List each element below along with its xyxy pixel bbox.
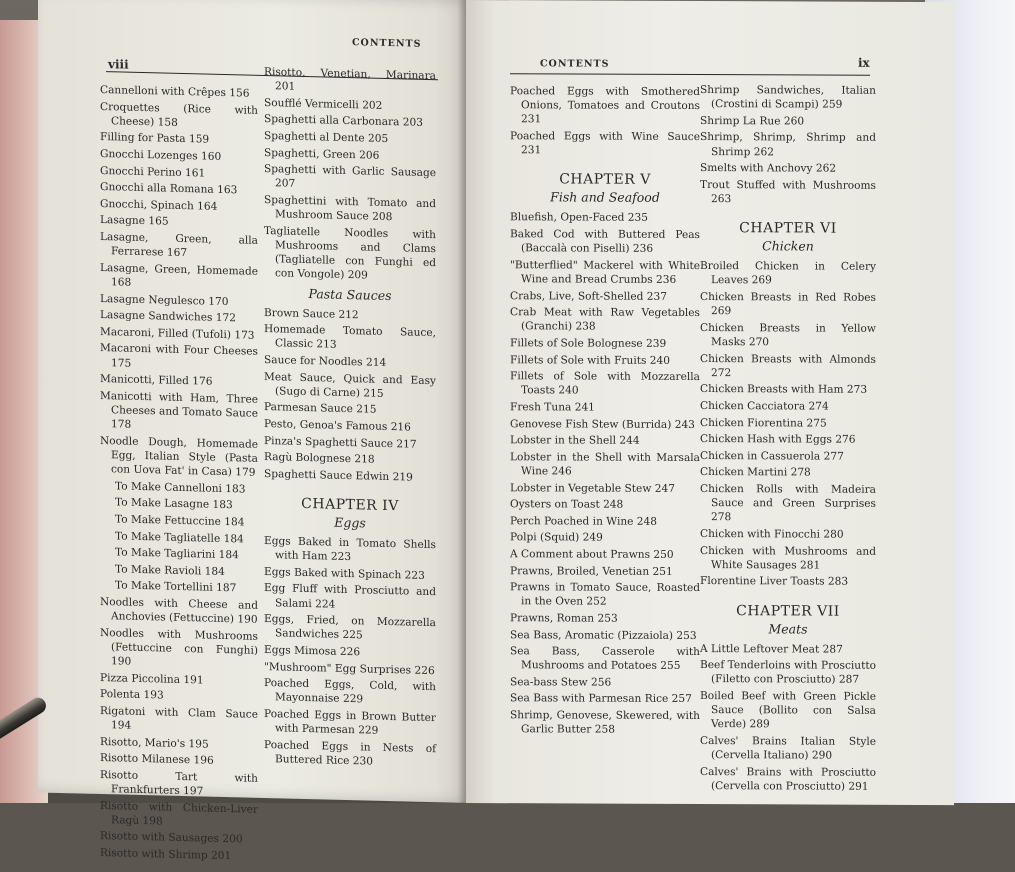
toc-entry: Risotto Milanese 196 [100, 752, 214, 767]
toc-entry: Ragù Bolognese 218 [264, 451, 375, 466]
toc-entry: To Make Lasagne 183 [115, 496, 233, 512]
toc-entry: Eggs Mimosa 226 [264, 643, 361, 659]
left-page [38, 0, 470, 863]
chicken-list [700, 259, 876, 589]
right-col2-top-list [700, 83, 876, 207]
toc-entry: Baked Cod with Buttered Peas (Baccalà con Piselli) 236 [510, 228, 700, 256]
toc-entry: To Make Tortellini 187 [115, 579, 237, 595]
toc-entry: To Make Tagliarini 184 [115, 546, 239, 562]
toc-entry: Filling for Pasta 159 [100, 131, 210, 147]
toc-entry: Homemade Tomato Sauce, Classic 213 [264, 323, 436, 352]
left-column-2 [264, 65, 436, 773]
toc-entry: Calves' Brains Italian Style (Cervella Italiano) 290 [700, 734, 876, 762]
toc-entry: Spaghetti with Garlic Sausage 207 [264, 163, 436, 191]
toc-entry: Crabs, Live, Soft-Shelled 237 [510, 289, 668, 303]
toc-entry: Risotto Tart with Frankfurters 197 [100, 768, 258, 798]
toc-entry: Sea-bass Stew 256 [510, 676, 612, 689]
right-running-head: CONTENTS [540, 58, 610, 70]
toc-entry: Poached Eggs with Smothered Onions, Tomatoes and Croutons 231 [510, 85, 700, 126]
meats-list [700, 642, 876, 794]
toc-entry: Chicken Breasts in Yellow Masks 270 [700, 321, 876, 349]
toc-entry: To Make Fettuccine 184 [115, 513, 245, 529]
toc-entry: Chicken in Cassuerola 277 [700, 449, 844, 463]
toc-entry: Risotto with Shrimp 201 [100, 846, 232, 863]
left-page-number: viii [108, 57, 129, 72]
toc-entry: Cannelloni with Crêpes 156 [100, 83, 250, 100]
toc-entry: Chicken with Mushrooms and White Sausages 281 [700, 544, 876, 572]
toc-entry: Eggs Baked with Spinach 223 [264, 565, 425, 582]
toc-entry: Sauce for Noodles 214 [264, 353, 387, 369]
toc-entry: Noodles with Cheese and Anchovies (Fettuccine) 190 [100, 595, 258, 626]
toc-entry: Shrimp La Rue 260 [700, 114, 805, 128]
toc-entry: Manicotti, Filled 176 [100, 373, 213, 388]
toc-entry: Lasagne, Green, Homemade 168 [100, 261, 258, 289]
toc-entry: Spaghetti, Green 206 [264, 146, 380, 162]
toc-entry: Pizza Piccolina 191 [100, 671, 204, 687]
left-col2-top-list [264, 65, 436, 285]
toc-entry: "Butterflied" Mackerel with White Wine and Bread Crumbs 236 [510, 258, 700, 286]
toc-entry: Chicken Hash with Eggs 276 [700, 433, 856, 446]
toc-entry: Egg Fluff with Prosciutto and Salami 224 [264, 582, 436, 611]
toc-entry: Macaroni, Filled (Tufoli) 173 [100, 325, 255, 342]
toc-entry: Lasagne Sandwiches 172 [100, 309, 237, 325]
toc-entry: Lasagne Negulesco 170 [100, 292, 229, 308]
pasta-sauces-list [264, 306, 436, 486]
toc-entry: Prawns in Tomato Sauce, Roasted in the Oven 252 [510, 581, 700, 608]
toc-entry: Fillets of Sole with Fruits 240 [510, 353, 670, 367]
toc-entry: Lasagne, Green, alla Ferrarese 167 [100, 230, 258, 260]
toc-entry: Noodles with Mushrooms (Fettuccine con Funghi) 190 [100, 626, 258, 668]
toc-entry: Polpi (Squid) 249 [510, 531, 603, 544]
toc-entry: Chicken Breasts with Almonds 272 [700, 352, 876, 379]
toc-entry: Shrimp, Shrimp, Shrimp and Shrimp 262 [700, 131, 876, 158]
toc-entry: Spaghettini with Tomato and Mushroom Sauce 208 [264, 193, 436, 224]
toc-entry: Shrimp, Genovese, Skewered, with Garlic Butter 258 [510, 709, 700, 736]
toc-entry: To Make Ravioli 184 [115, 563, 225, 578]
toc-entry: Gnocchi alla Romana 163 [100, 181, 238, 197]
toc-entry: A Comment about Prawns 250 [510, 548, 674, 561]
toc-entry: To Make Tagliatelle 184 [115, 529, 244, 545]
right-page [466, 0, 954, 805]
toc-entry: Noodle Dough, Homemade Egg, Italian Style (Pasta con Uova Fat' in Casa) 179 [100, 434, 258, 479]
right-col1-top-list [510, 84, 700, 158]
toc-entry: Chicken with Finocchi 280 [700, 527, 844, 541]
right-page-number: ix [858, 55, 870, 70]
toc-entry: Bluefish, Open-Faced 235 [510, 211, 648, 225]
toc-entry: Soufflé Vermicelli 202 [264, 96, 383, 112]
toc-entry: Florentine Liver Toasts 283 [700, 575, 849, 588]
toc-entry: Lobster in the Shell with Marsala Wine 246 [510, 450, 700, 478]
toc-entry: Spaghetti alla Carbonara 203 [264, 113, 424, 130]
toc-entry: Poached Eggs, Cold, with Mayonnaise 229 [264, 677, 436, 706]
toc-entry: Trout Stuffed with Mushrooms 263 [700, 178, 876, 206]
toc-entry: Polenta 193 [100, 688, 164, 702]
toc-entry: Rigatoni with Clam Sauce 194 [100, 704, 258, 732]
eggs-list [264, 534, 436, 770]
toc-entry: Sea Bass, Aromatic (Pizzaiola) 253 [510, 628, 697, 642]
toc-entry: To Make Cannelloni 183 [115, 480, 246, 496]
toc-entry: A Little Leftover Meat 287 [700, 642, 843, 656]
chapter-vii-subheading: Meats [768, 620, 808, 637]
chapter-vii-heading: CHAPTER VII [736, 602, 840, 620]
toc-entry: Smelts with Anchovy 262 [700, 162, 837, 175]
toc-entry: Croquettes (Rice with Cheese) 158 [100, 100, 258, 129]
right-column-2 [700, 83, 876, 796]
toc-entry: Lobster in Vegetable Stew 247 [510, 481, 675, 495]
toc-entry: Fillets of Sole Bolognese 239 [510, 337, 667, 350]
toc-entry: Risotto with Chicken-Liver Ragù 198 [100, 799, 258, 828]
fish-list [510, 211, 700, 738]
left-running-head: CONTENTS [352, 37, 422, 50]
toc-entry: Fillets of Sole with Mozzarella Toasts 240 [510, 370, 700, 397]
right-header-rule [510, 73, 870, 76]
toc-entry: Pinza's Spaghetti Sauce 217 [264, 434, 417, 451]
toc-entry: Chicken Rolls with Madeira Sauce and Green Surprises 278 [700, 482, 876, 524]
toc-entry: Risotto with Sausages 200 [100, 830, 243, 846]
chapter-v-subheading: Fish and Seafood [550, 189, 660, 206]
toc-entry: Perch Poached in Wine 248 [510, 514, 658, 528]
toc-entry: Prawns, Roman 253 [510, 612, 618, 625]
toc-entry: Spaghetti al Dente 205 [264, 129, 389, 145]
toc-entry: Oysters on Toast 248 [510, 498, 624, 511]
toc-entry: Lobster in the Shell 244 [510, 434, 640, 447]
pasta-sauces-heading: Pasta Sauces [308, 285, 392, 303]
toc-entry: "Mushroom" Egg Surprises 226 [264, 660, 435, 677]
toc-entry: Tagliatelle Noodles with Mushrooms and Clams (Tagliatelle con Funghi ed con Vongole) 209 [264, 224, 436, 282]
toc-entry: Risotto, Venetian, Marinara 201 [264, 65, 436, 93]
chapter-iv-heading: CHAPTER IV [301, 495, 399, 515]
toc-entry: Eggs, Fried, on Mozzarella Sandwiches 225 [264, 613, 436, 642]
right-column-1 [510, 84, 700, 740]
toc-entry: Chicken Cacciatora 274 [700, 399, 829, 413]
toc-entry: Chicken Fiorentina 275 [700, 416, 827, 430]
toc-entry: Macaroni with Four Cheeses 175 [100, 342, 258, 370]
toc-entry: Poached Eggs in Nests of Buttered Rice 230 [264, 738, 436, 768]
toc-entry: Poached Eggs in Brown Butter with Parmesan 229 [264, 707, 436, 737]
toc-entry: Manicotti with Ham, Three Cheeses and Tomato Sauce 178 [100, 389, 258, 431]
toc-entry: Chicken Breasts with Ham 273 [700, 383, 868, 397]
toc-entry: Calves' Brains with Prosciutto (Cervella con Prosciutto) 291 [700, 765, 876, 793]
toc-entry: Eggs Baked in Tomato Shells with Ham 223 [264, 534, 436, 564]
chapter-v-heading: CHAPTER V [559, 171, 651, 189]
toc-entry: Chicken Martini 278 [700, 466, 811, 479]
toc-entry: Sea Bass, Casserole with Mushrooms and Potatoes 255 [510, 645, 700, 673]
toc-entry: Crab Meat with Raw Vegetables (Granchi) 238 [510, 306, 700, 333]
toc-entry: Shrimp Sandwiches, Italian (Crostini di Scampi) 259 [700, 84, 876, 111]
toc-entry: Poached Eggs with Wine Sauce 231 [510, 130, 700, 157]
toc-entry: Fresh Tuna 241 [510, 401, 595, 414]
toc-entry: Beef Tenderloins with Prosciutto (Filetto con Prosciutto) 287 [700, 659, 876, 687]
chapter-vi-heading: CHAPTER VI [739, 220, 837, 237]
toc-entry: Gnocchi, Spinach 164 [100, 197, 218, 213]
toc-entry: Lasagne 165 [100, 214, 169, 228]
toc-entry: Broiled Chicken in Celery Leaves 269 [700, 260, 876, 287]
toc-entry: Boiled Beef with Green Pickle Sauce (Bollito con Salsa Verde) 289 [700, 689, 876, 731]
toc-entry: Spaghetti Sauce Edwin 219 [264, 467, 413, 484]
toc-entry: Chicken Breasts in Red Robes 269 [700, 291, 876, 318]
toc-entry: Gnocchi Perino 161 [100, 164, 206, 180]
toc-entry: Gnocchi Lozenges 160 [100, 147, 222, 163]
toc-entry: Genovese Fish Stew (Burrida) 243 [510, 417, 695, 431]
toc-entry: Prawns, Broiled, Venetian 251 [510, 564, 673, 578]
chapter-iv-subheading: Eggs [334, 514, 366, 531]
toc-entry: Risotto, Mario's 195 [100, 735, 209, 751]
toc-entry: Brown Sauce 212 [264, 306, 359, 321]
chapter-vi-subheading: Chicken [762, 238, 814, 254]
toc-entry: Meat Sauce, Quick and Easy (Sugo di Carne) 215 [264, 370, 436, 400]
toc-entry: Pesto, Genoa's Famous 216 [264, 417, 411, 434]
toc-entry: Sea Bass with Parmesan Rice 257 [510, 692, 692, 706]
left-column-1 [100, 83, 258, 866]
toc-entry: Parmesan Sauce 215 [264, 401, 377, 417]
